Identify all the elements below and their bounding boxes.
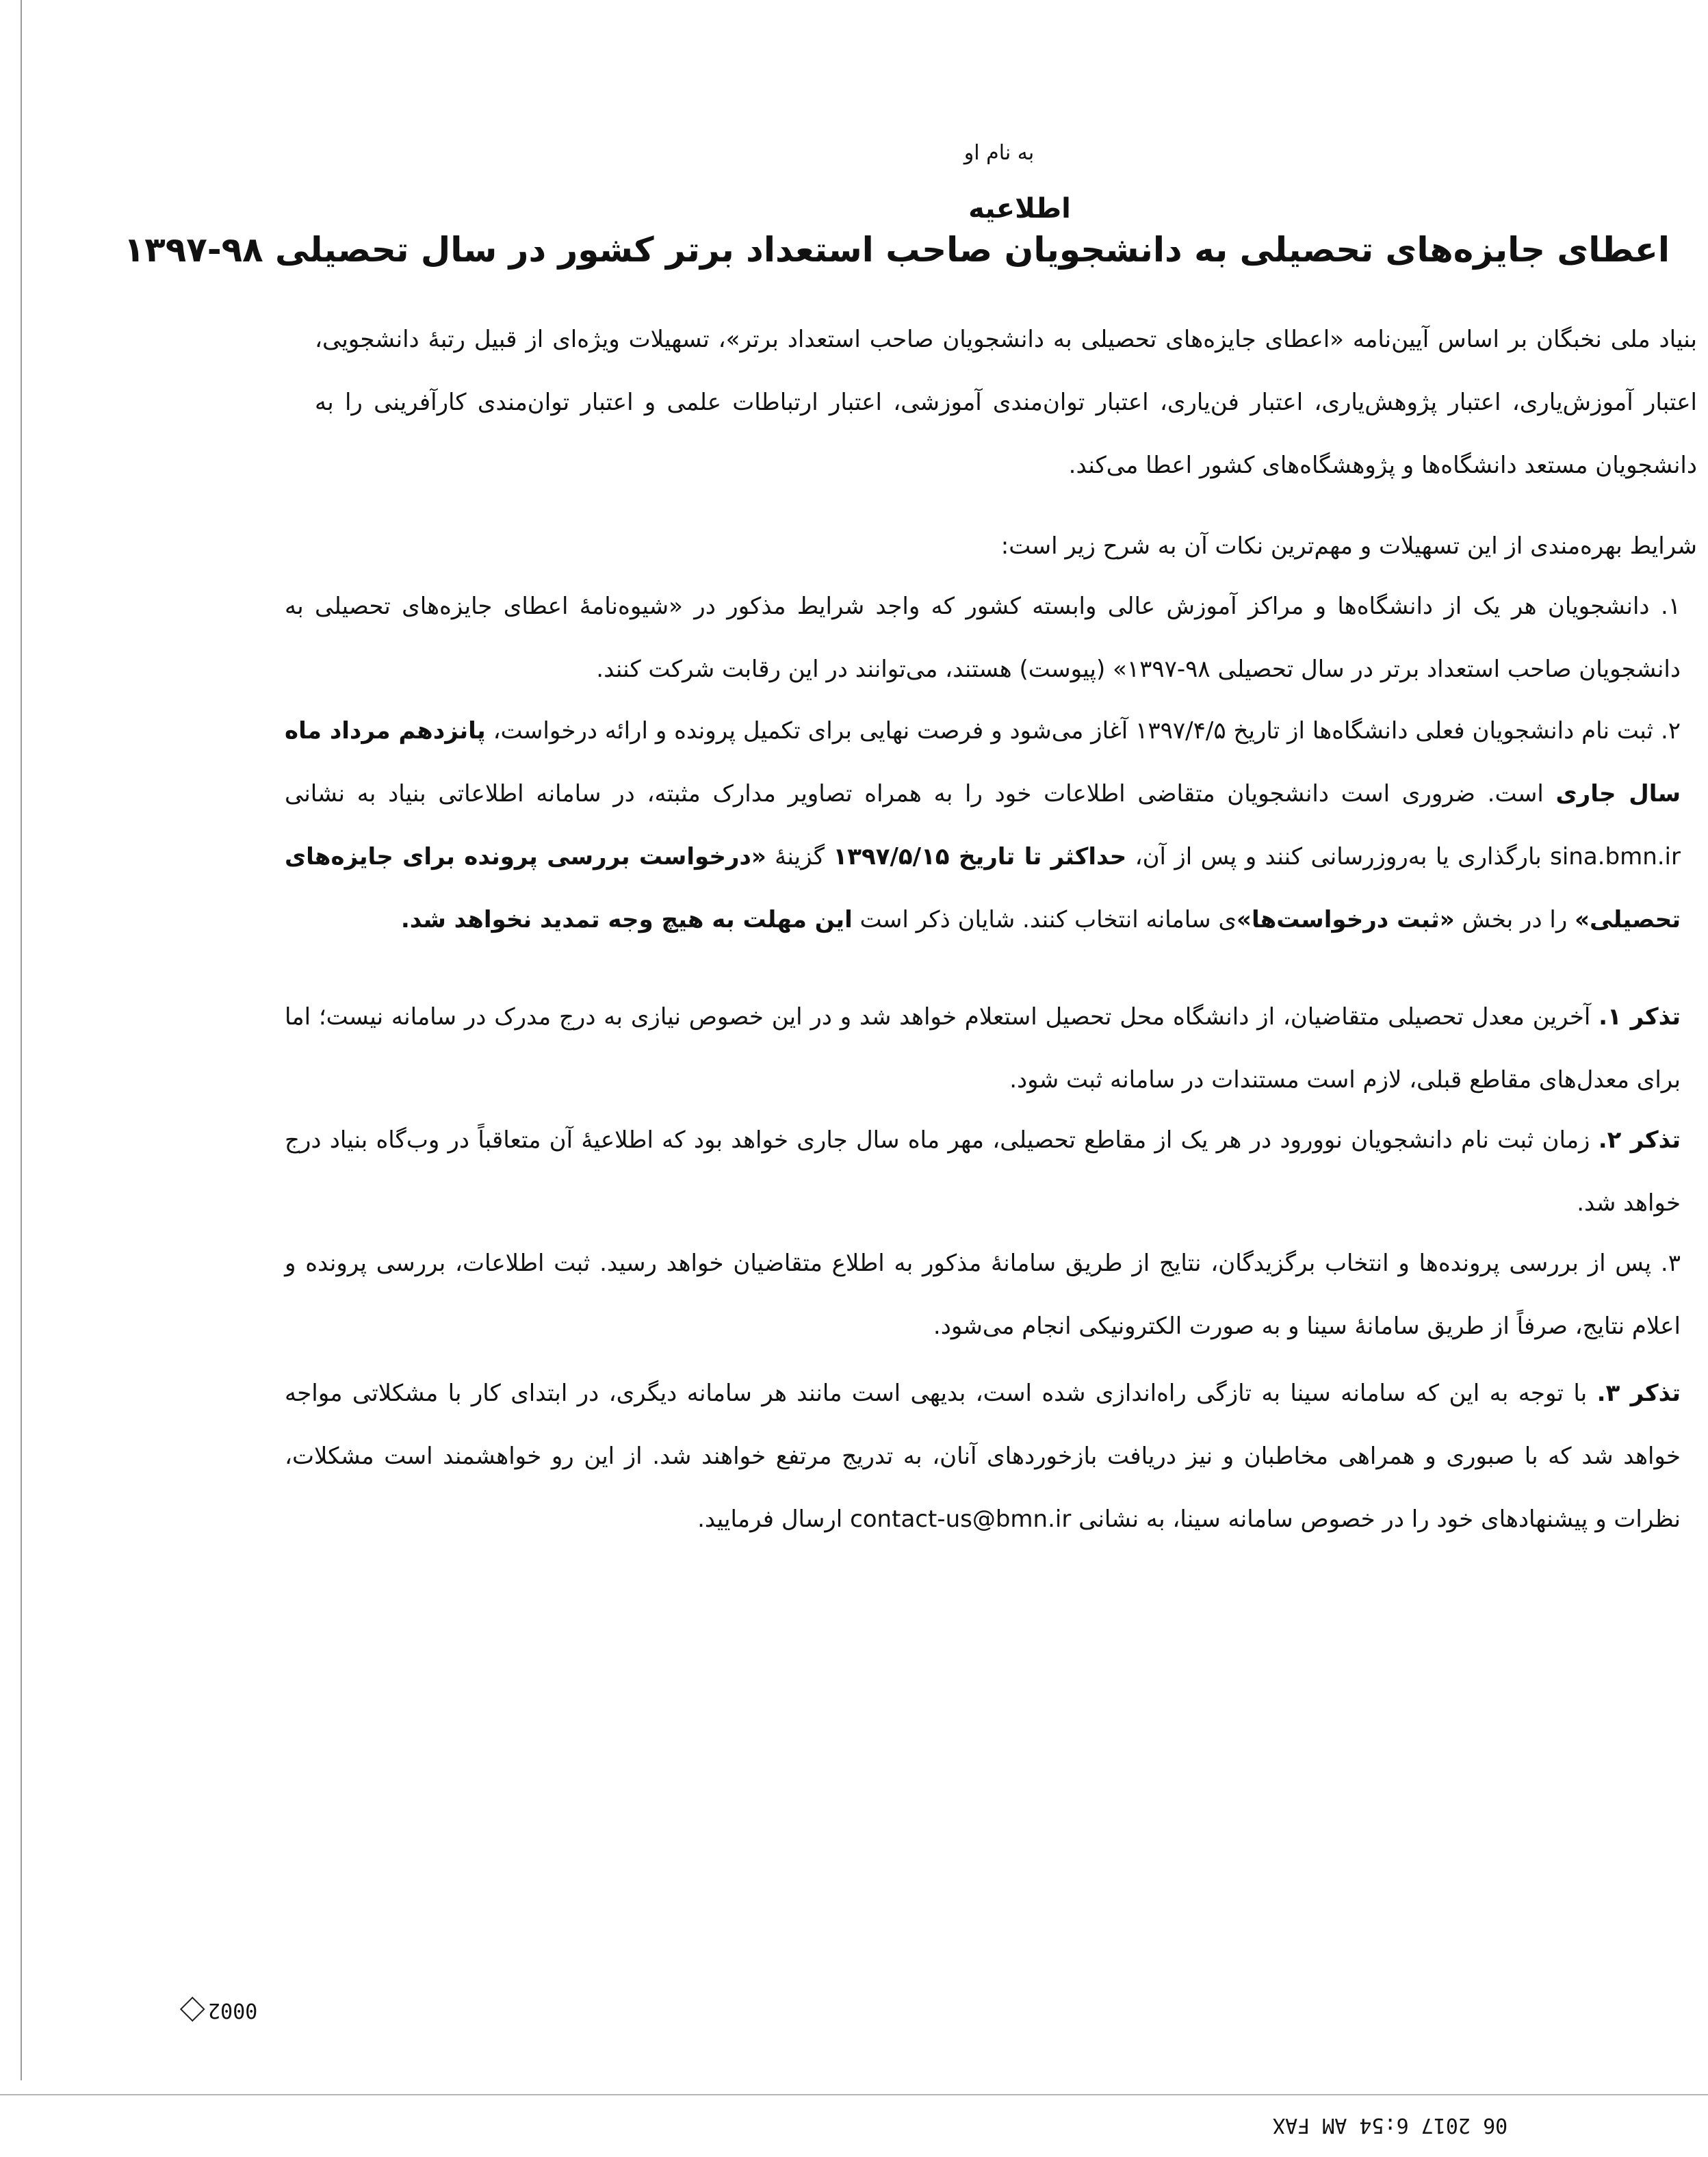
note-text: زمان ثبت نام دانشجویان نوورود در هر یک از مقاطع تحصیلی، مهر ماه سال جاری خواهد بود که اطلاعیهٔ آن متعاقباً در وب‌گاه بنیاد درج خواهد شد.: [285, 1126, 1681, 1217]
fax-page-number: 0002: [183, 1998, 257, 2022]
section-name-bold: «ثبت درخواست‌ها»: [1237, 906, 1455, 933]
item-text: گزینهٔ: [766, 843, 833, 870]
scan-edge-left: [21, 0, 22, 2080]
intro-paragraph: بنیاد ملی نخبگان بر اساس آیین‌نامه «اعطای جایزه‌های تحصیلی به دانشجویان صاحب استعداد برتر»، تسهیلات ویژه‌ای از قبیل رتبهٔ دانشجویی، اعتبار آموزش‌یاری، اعتبار پژوهش‌یاری، اعتبار فن‌یاری، اعتبار توان‌مندی آموزشی، اعتبار ارتباطات علمی و اعتبار توان‌مندی کارآفرینی را به دانشجویان مستعد دانشگاه‌ها و پژوهشگاه‌های کشور اعطا می‌کند.: [315, 326, 1697, 479]
document-title: اعطای جایزه‌های تحصیلی به دانشجویان صاحب استعداد برتر کشور در سال تحصیلی ۹۸-۱۳۹۷: [123, 230, 1670, 270]
item-text: را در بخش: [1454, 906, 1575, 933]
note-label: تذکر ۲.: [1598, 1126, 1681, 1154]
note-label: تذکر ۱.: [1599, 1003, 1681, 1031]
item-number: ۱.: [1660, 593, 1681, 620]
note-label: تذکر ۳.: [1596, 1380, 1681, 1407]
deadline-bold: پانزدهم مرداد ماه سال جاری: [285, 717, 1681, 808]
list-item-3: [285, 1232, 1681, 1358]
basmala: به نام او: [963, 141, 1035, 165]
no-extension-bold: این مهلت به هیچ وجه تمدید نخواهد شد.: [400, 906, 853, 933]
list-item-1: [285, 575, 1681, 701]
item-text: دانشجویان هر یک از دانشگاه‌ها و مراکز آموزش عالی وابسته کشور که واجد شرایط مذکور در «شیوه‌نامهٔ اعطای جایزه‌های تحصیلی به دانشجویان صاحب استعداد برتر در سال تحصیلی ۹۸-۱۳۹۷» (پیوست) هستند، می‌توانند در این رقابت شرکت کنند.: [285, 593, 1681, 683]
note-3: [285, 1362, 1681, 1551]
item-text: ثبت نام دانشجویان فعلی دانشگاه‌ها از تاریخ ۱۳۹۷/۴/۵ آغاز می‌شود و فرصت نهایی برای تکمیل پرونده و ارائه درخواست،: [485, 717, 1654, 745]
item-number: ۲.: [1660, 717, 1681, 745]
request-option-bold: «درخواست بررسی پرونده برای جایزه‌های تحصیلی»: [285, 843, 1681, 933]
item-text: پس از بررسی پرونده‌ها و انتخاب برگزیدگان، نتایج از طریق سامانهٔ مذکور به اطلاع متقاضیان خواهد رسید. ثبت اطلاعات، بررسی پرونده و اعلام نتایج، صرفاً از طریق سامانهٔ سینا و به صورت الکترونیکی انجام می‌شود.: [285, 1250, 1681, 1340]
fax-page-icon: [180, 1997, 205, 2022]
note-1: [285, 985, 1681, 1111]
item-text: است. ضروری است دانشجویان متقاضی اطلاعات خود را به همراه تصاویر مدارک مثبته، در سامانه اطلاعاتی بنیاد به نشانی sina.bmn.ir بارگذاری یا به‌روزرسانی کنند و پس از آن،: [285, 780, 1681, 870]
deadline-date-bold: حداکثر تا تاریخ ۱۳۹۷/۵/۱۵: [833, 843, 1127, 870]
scan-edge-bottom: [0, 2094, 1708, 2095]
note-text: با توجه به این که سامانه سینا به تازگی راه‌اندازی شده است، بدیهی است مانند هر سامانه دیگری، در ابتدای کار با مشکلاتی مواجه خواهد شد که با صبوری و همراهی مخاطبان و نیز دریافت بازخوردهای آنان، به تدریج مرتفع خواهند شد. از این رو خواهشمند است مشکلات، نظرات و پیشنهادهای خود را در خصوص سامانه سینا، به نشانی contact-us@bmn.ir ارسال فرمایید.: [285, 1380, 1681, 1533]
conditions-intro: شرایط بهره‌مندی از این تسهیلات و مهم‌ترین نکات آن به شرح زیر است:: [1000, 532, 1697, 560]
announcement-heading: اطلاعیه: [968, 193, 1071, 224]
note-text: آخرین معدل تحصیلی متقاضیان، از دانشگاه محل تحصیل استعلام خواهد شد و در این خصوص نیازی به درج مدرک در سامانه نیست؛ اما برای معدل‌های مقاطع قبلی، لازم است مستندات در سامانه ثبت شود.: [285, 1003, 1681, 1094]
note-2: [285, 1109, 1681, 1235]
item-number: ۳.: [1660, 1250, 1681, 1277]
fax-timestamp: 06 2017 6:54 AM FAX: [1273, 2113, 1508, 2137]
list-item-2: [285, 699, 1681, 951]
item-text: ی سامانه انتخاب کنند. شایان ذکر است: [852, 906, 1237, 933]
